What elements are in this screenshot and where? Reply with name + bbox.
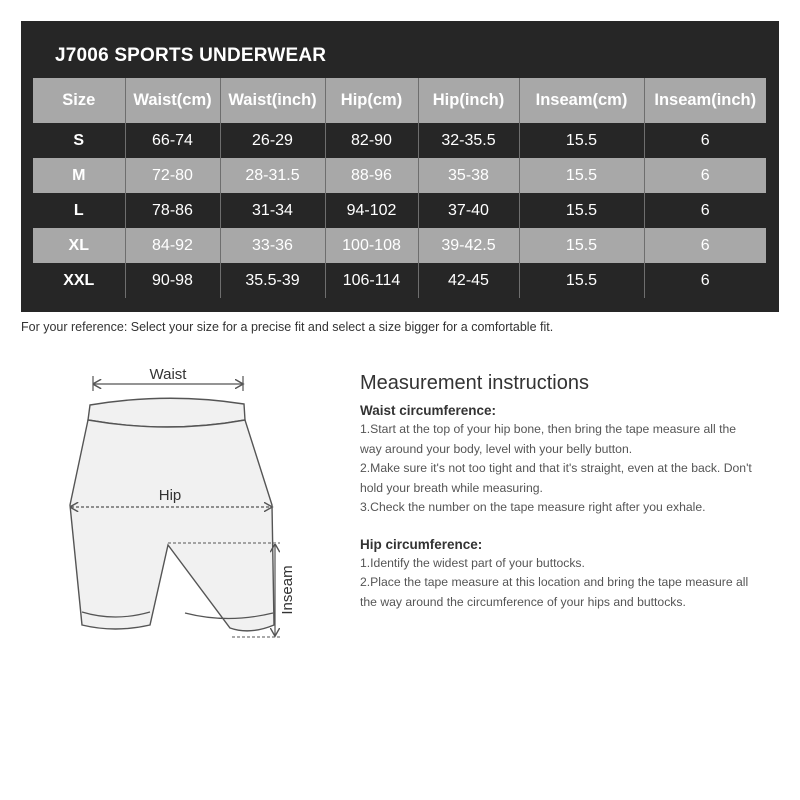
hip-label: Hip	[158, 487, 182, 504]
table-cell: 15.5	[519, 263, 644, 298]
table-cell: 6	[644, 158, 766, 193]
table-cell: 6	[644, 263, 766, 298]
waist-instruction-line: hold your breath while measuring.	[360, 480, 543, 495]
table-cell: 94-102	[325, 193, 418, 228]
waist-instruction-line: 3.Check the number on the tape measure right after you exhale.	[360, 500, 706, 514]
size-cell: M	[33, 158, 125, 193]
size-cell: L	[73, 201, 84, 219]
column-header: Waist(inch)	[220, 78, 325, 123]
hip-instruction-line: 2.Place the tape measure at this location and bring the tape measure all	[360, 575, 749, 589]
size-chart-panel	[21, 21, 779, 312]
table-cell: 15.5	[519, 123, 644, 158]
column-header: Waist(cm)	[125, 78, 220, 123]
measurement-instructions	[360, 372, 780, 612]
size-table	[33, 78, 766, 298]
table-cell: 33-36	[220, 228, 325, 263]
shorts-illustration	[60, 360, 300, 650]
table-row	[33, 193, 766, 228]
table-cell: 90-98	[125, 263, 220, 298]
size-cell: XL	[33, 228, 125, 263]
shorts-diagram	[60, 360, 300, 650]
table-cell: 42-45	[418, 263, 519, 298]
hip-instruction-line: the way around the circumference of your hips and buttocks.	[360, 594, 686, 609]
column-header: Inseam(inch)	[644, 78, 766, 123]
table-cell: 6	[644, 193, 766, 228]
inseam-label: Inseam	[279, 565, 296, 615]
waist-instruction-line: 1.Start at the top of your hip bone, then bring the tape measure all the	[360, 422, 737, 436]
waist-heading: Waist circumference:	[360, 403, 497, 418]
table-cell: 106-114	[325, 263, 418, 298]
table-cell: 28-31.5	[220, 158, 325, 193]
table-cell: 6	[644, 123, 766, 158]
column-header: Size	[33, 78, 125, 123]
table-cell: 66-74	[125, 123, 220, 158]
size-cell: XXL	[63, 271, 95, 289]
instructions-title: Measurement instructions	[360, 372, 589, 394]
waist-instruction-line: 2.Make sure it's not too tight and that it's straight, even at the back. Don't	[360, 461, 752, 475]
table-row	[33, 123, 766, 158]
table-cell: 26-29	[220, 123, 325, 158]
column-header: Hip(cm)	[325, 78, 418, 123]
table-cell: 31-34	[220, 193, 325, 228]
table-cell: 100-108	[325, 228, 418, 263]
size-cell: S	[73, 131, 85, 149]
table-cell: 6	[644, 228, 766, 263]
table-cell: 84-92	[125, 228, 220, 263]
waist-instruction-line: way around your body, level with your belly button.	[360, 441, 633, 456]
table-cell: 72-80	[125, 158, 220, 193]
shorts-body-shape	[70, 420, 274, 631]
table-cell: 82-90	[325, 123, 418, 158]
table-cell: 37-40	[418, 193, 519, 228]
table-cell: 78-86	[125, 193, 220, 228]
table-cell: 15.5	[519, 228, 644, 263]
chart-title: J7006 SPORTS UNDERWEAR	[55, 45, 327, 66]
hip-heading: Hip circumference:	[360, 536, 483, 552]
reference-note: For your reference: Select your size for a precise fit and select a size bigger for a comfortable fit.	[21, 320, 554, 334]
table-cell: 15.5	[519, 193, 644, 228]
table-cell: 88-96	[325, 158, 418, 193]
table-cell: 35.5-39	[220, 263, 325, 298]
column-header: Hip(inch)	[418, 78, 519, 123]
table-row	[33, 158, 766, 193]
table-cell: 35-38	[418, 158, 519, 193]
table-header-row	[33, 78, 766, 123]
table-cell: 15.5	[519, 158, 644, 193]
waist-label: Waist	[149, 366, 187, 383]
waistband-shape	[88, 398, 245, 427]
table-cell: 32-35.5	[418, 123, 519, 158]
table-cell: 39-42.5	[418, 228, 519, 263]
table-row	[33, 263, 766, 298]
hip-instruction-line: 1.Identify the widest part of your buttocks.	[360, 555, 585, 570]
column-header: Inseam(cm)	[519, 78, 644, 123]
table-row	[33, 228, 766, 263]
